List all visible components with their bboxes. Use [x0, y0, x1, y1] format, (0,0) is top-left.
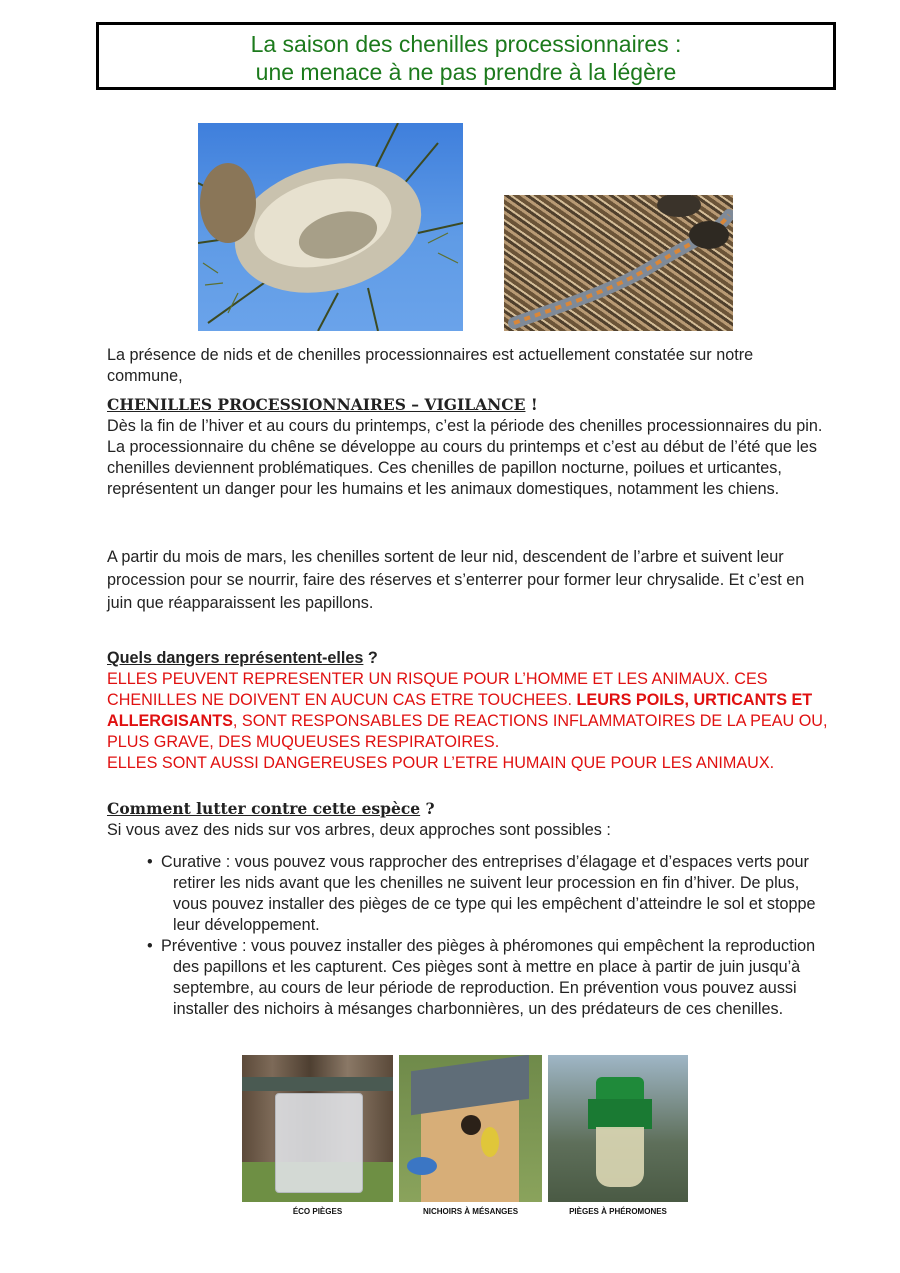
fight-heading-tail: ?	[420, 799, 435, 818]
pheromone-trap-photo	[548, 1055, 688, 1202]
title-line-1: La saison des chenilles processionnaires :	[250, 31, 682, 57]
trap-funnel	[588, 1099, 652, 1129]
vigilance-section	[107, 394, 832, 500]
bullet-icon: •	[147, 853, 153, 871]
approach-list	[107, 852, 832, 1020]
list-item	[107, 852, 832, 936]
fight-section	[107, 798, 832, 1020]
caption-nest-boxes: NICHOIRS À MÉSANGES	[422, 1207, 519, 1216]
intro-paragraph: La présence de nids et de chenilles processionnaires est actuellement constatée sur notre commune,	[107, 346, 754, 385]
warning-part-b: , SONT RESPONSABLES DE REACTIONS INFLAMMATOIRES DE LA PEAU OU, PLUS GRAVE, DES MUQUEUSES RESPIRATOIRES.	[107, 712, 828, 751]
preventive-text: Préventive : vous pouvez installer des pièges à phéromones qui empêchent la reproduction des papillons et les capturent. Ces pièges sont à mettre en place à partir de juin jusqu’à septembre, au cours de leur période de reproduction. En prévention vous pouvez aussi installer des nichoirs à mésanges charbonnières, un des prédateurs de ces chenilles.	[161, 937, 816, 1018]
list-item	[107, 936, 832, 1020]
pine-nest-illustration	[198, 123, 463, 331]
dangers-section	[107, 648, 832, 774]
nest-box-photo	[399, 1055, 542, 1202]
warning-part-c: ELLES SONT AUSSI DANGEREUSES POUR L’ETRE HUMAIN QUE POUR LES ANIMAUX.	[107, 754, 775, 772]
warning-part-a: ELLES PEUVENT REPRESENTER UN RISQUE POUR L’HOMME ET LES ANIMAUX. CES CHENILLES NE DOIVENT EN AUCUN CAS ETRE TOUCHEES.	[107, 670, 768, 709]
warning-bold: LEURS POILS, URTICANTS ET ALLERGISANTS	[107, 691, 813, 730]
vigilance-heading-tail: !	[525, 395, 538, 414]
dangers-heading-tail: ?	[363, 649, 378, 667]
caterpillars-photo	[504, 195, 733, 331]
caption-eco-traps: ÉCO PIÈGES	[292, 1207, 343, 1216]
trap-bag	[275, 1093, 363, 1193]
fight-intro: Si vous avez des nids sur vos arbres, deux approches sont possibles :	[107, 821, 611, 839]
caterpillar-procession-illustration	[504, 195, 733, 331]
eco-trap-photo	[242, 1055, 393, 1202]
tit-bird	[481, 1127, 499, 1157]
trap-jar	[596, 1127, 644, 1187]
march-paragraph: A partir du mois de mars, les chenilles sortent de leur nid, descendent de l’arbre et suivent leur procession pour se nourrir, faire des réserves et s’enterrer pour former leur chrysalide. Et c’est en juin que réapparaissent les papillons.	[107, 548, 805, 612]
vigilance-heading: CHENILLES PROCESSIONNAIRES – VIGILANCE	[107, 395, 526, 414]
trap-strap	[242, 1077, 393, 1091]
trap-cap	[596, 1077, 644, 1101]
nest-box-hole	[461, 1115, 481, 1135]
caption-pheromone-traps: PIÈGES À PHÉROMONES	[569, 1207, 667, 1216]
fight-heading: Comment lutter contre cette espèce	[107, 799, 421, 818]
curative-text: Curative : vous pouvez vous rapprocher des entreprises d’élagage et d’espaces verts pour retirer les nids avant que les chenilles ne suivent leur procession en fin d’hiver. De plus, vous pouvez installer des pièges de ce type qui les empêchent d’atteindre le sol et stoppe leur développement.	[161, 853, 816, 934]
dangers-warning	[107, 669, 832, 753]
tit-bird	[407, 1157, 437, 1175]
title-line-2: une menace à ne pas prendre à la légère	[255, 59, 677, 85]
dangers-heading: Quels dangers représentent-elles	[107, 649, 364, 667]
nest-photo	[198, 123, 463, 331]
page-title	[96, 22, 836, 90]
vigilance-body: Dès la fin de l’hiver et au cours du printemps, c’est la période des chenilles processionnaires du pin. La processionnaire du chêne se développe au cours du printemps et c’est au début de l’été que les chenilles deviennent problématiques. Ces chenilles de papillon nocturne, poilues et urticantes, représentent un danger pour les humains et les animaux domestiques, notamment les chiens.	[107, 417, 823, 498]
bullet-icon: •	[147, 937, 153, 955]
